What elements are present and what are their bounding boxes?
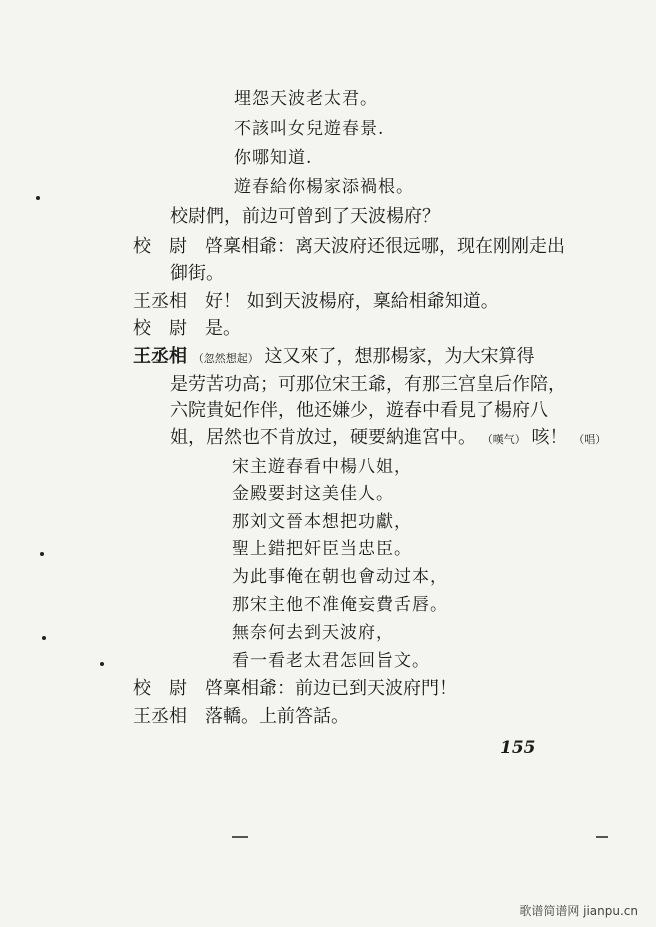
song-line: 看一看老太君怎回旨文。 [232, 651, 430, 671]
page-number: 155 [500, 738, 536, 758]
scan-speck [40, 552, 44, 556]
song-line: 为此事俺在朝也會动过本， [232, 567, 448, 587]
watermark-footer: 歌谱简谱网 jianpu.cn [519, 904, 638, 918]
dialogue-line: 王丞相 好！ 如到天波楊府，稟給相爺知道。 [133, 291, 499, 312]
scan-mark [232, 836, 248, 838]
dialogue-line: 校尉們，前边可曾到了天波楊府？ [170, 206, 440, 227]
dialogue-text: 姐，居然也不肯放过，硬要納進宮中。 [170, 427, 476, 448]
stage-direction: （嘆气） [481, 433, 526, 446]
song-line: 埋怨天波老太君。 [234, 89, 378, 109]
dialogue-text: 这又來了，想那楊家，为大宋算得 [264, 346, 535, 367]
song-line: 那刘文晉本想把功獻， [232, 512, 412, 532]
scan-mark [596, 836, 608, 838]
song-line: 你哪知道. [234, 148, 313, 168]
dialogue-text: 咳！ [531, 427, 568, 448]
scan-speck [36, 196, 40, 200]
stage-direction: （唱） [573, 433, 607, 446]
song-line: 遊春給你楊家添禍根。 [234, 177, 414, 197]
song-line: 不該叫女兒遊春景. [234, 119, 385, 139]
speaker-name: 王丞相 [133, 346, 187, 367]
stage-direction: （忽然想起） [192, 352, 259, 365]
scan-speck [42, 636, 46, 640]
dialogue-line: 王丞相 落轎。上前答話。 [133, 706, 349, 727]
song-line: 聖上錯把奸臣当忠臣。 [232, 539, 412, 559]
dialogue-line [170, 427, 606, 451]
dialogue-line: 御街。 [170, 263, 224, 284]
dialogue-line: 校 尉 啓稟相爺：前边已到天波府門！ [133, 678, 457, 699]
dialogue-line [133, 346, 534, 370]
song-line: 無奈何去到天波府， [232, 623, 394, 643]
song-line: 宋主遊春看中楊八姐， [232, 457, 412, 477]
song-line: 那宋主他不准俺妄費舌唇。 [232, 595, 448, 615]
dialogue-line: 校 尉 是。 [133, 318, 241, 339]
scan-speck [100, 662, 104, 666]
dialogue-line: 校 尉 啓稟相爺：离天波府还很远哪，现在刚刚走出 [133, 236, 565, 257]
dialogue-line: 六院貴妃作伴，他还嫌少，遊春中看見了楊府八 [170, 400, 548, 421]
song-line: 金殿要封这美佳人。 [232, 484, 394, 504]
dialogue-line: 是劳苦功高；可那位宋王爺，有那三宫皇后作陪， [170, 374, 566, 395]
